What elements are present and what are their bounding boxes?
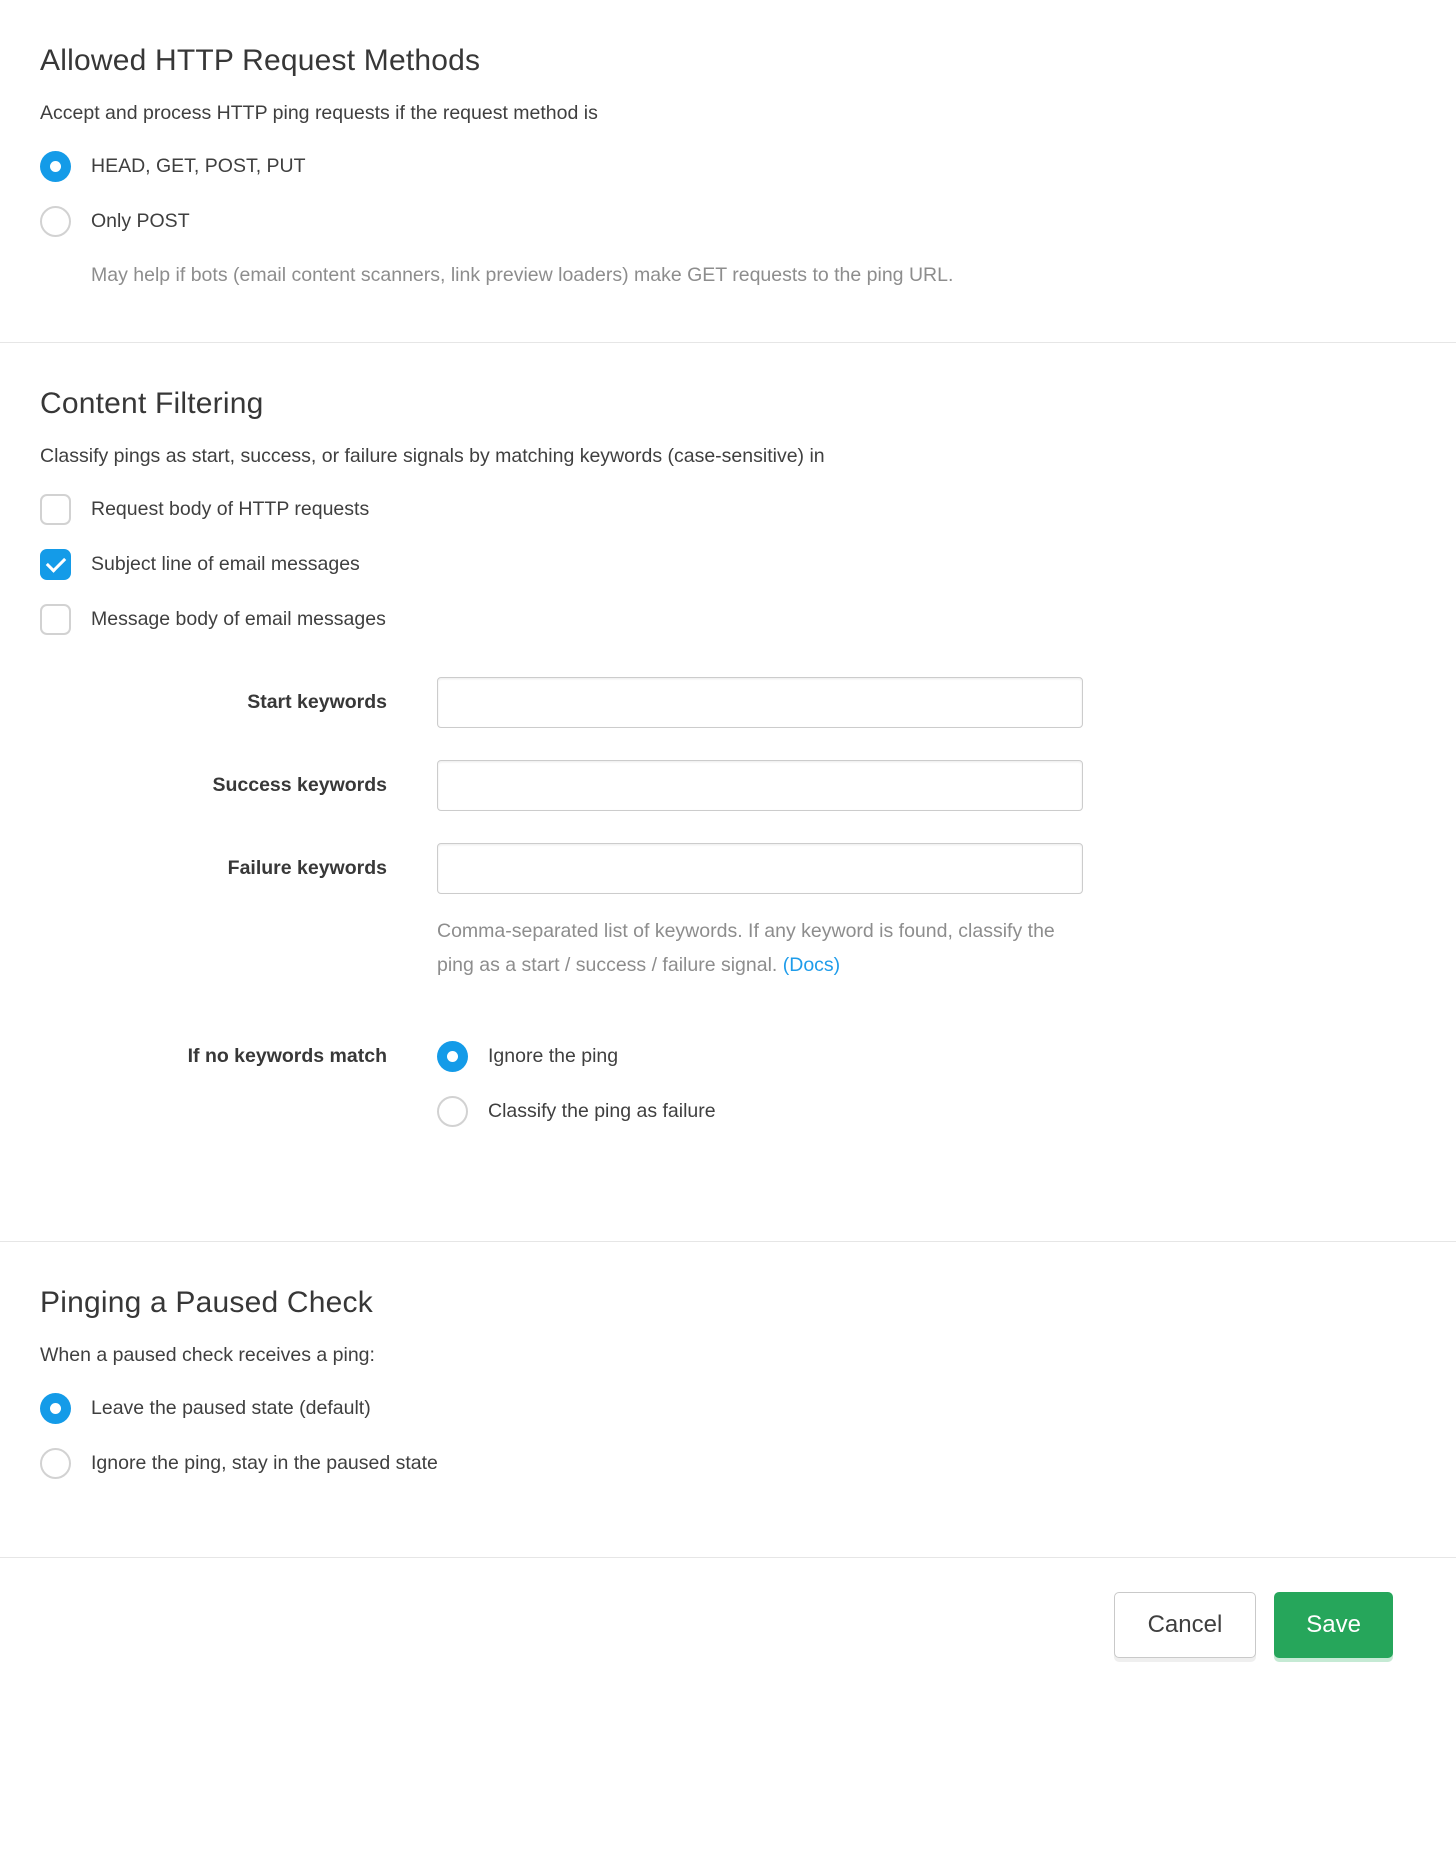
radio-selected-icon[interactable]	[40, 151, 71, 182]
section-title-content-filtering: Content Filtering	[40, 387, 264, 421]
field-row-start-keywords	[40, 677, 1416, 728]
start-keywords-input[interactable]	[437, 677, 1083, 728]
radio-row-head-get-post-put[interactable]	[40, 151, 1416, 182]
content-filtering-description: Classify pings as start, success, or failure signals by matching keywords (case-sensitive) in	[40, 445, 825, 468]
paused-check-description: When a paused check receives a ping:	[40, 1343, 375, 1366]
checkbox-label: Message body of email messages	[91, 608, 386, 631]
form-footer	[0, 1558, 1456, 1688]
checkbox-checked-icon[interactable]	[40, 549, 71, 580]
radio-unselected-icon[interactable]	[40, 206, 71, 237]
radio-label: Ignore the ping	[488, 1044, 619, 1067]
radio-selected-icon[interactable]	[40, 1393, 71, 1424]
radio-label: Classify the ping as failure	[488, 1099, 716, 1122]
radio-label: Ignore the ping, stay in the paused state	[91, 1451, 438, 1474]
keywords-help-body: Comma-separated list of keywords. If any keyword is found, classify the ping as a start / success / failure signal.	[437, 920, 1055, 977]
radio-label: HEAD, GET, POST, PUT	[91, 155, 306, 177]
cancel-button[interactable]: Cancel	[1114, 1592, 1257, 1658]
http-methods-description: Accept and process HTTP ping requests if the request method is	[40, 102, 598, 124]
field-row-failure-keywords	[40, 843, 1416, 894]
keywords-help-text	[437, 914, 1083, 982]
checkbox-label: Request body of HTTP requests	[91, 498, 370, 521]
checkbox-row-email-subject[interactable]	[40, 549, 1416, 580]
radio-row-leave-paused-state[interactable]	[40, 1393, 1416, 1424]
start-keywords-label: Start keywords	[247, 691, 387, 714]
content-filtering-checkbox-group	[40, 494, 1416, 635]
docs-link[interactable]: (Docs)	[782, 954, 841, 977]
failure-keywords-label: Failure keywords	[227, 857, 387, 880]
radio-row-only-post[interactable]	[40, 206, 1416, 237]
no-keywords-match-options	[437, 1041, 716, 1151]
radio-unselected-icon[interactable]	[40, 1448, 71, 1479]
radio-label: Leave the paused state (default)	[91, 1396, 371, 1419]
no-keywords-match-row	[40, 1041, 1416, 1151]
success-keywords-input[interactable]	[437, 760, 1083, 811]
section-content-filtering	[0, 343, 1456, 1240]
radio-row-ignore-ping[interactable]	[437, 1041, 716, 1072]
radio-selected-icon[interactable]	[437, 1041, 468, 1072]
checkbox-row-email-body[interactable]	[40, 604, 1416, 635]
section-paused-check	[0, 1242, 1456, 1557]
failure-keywords-input[interactable]	[437, 843, 1083, 894]
checkbox-row-request-body[interactable]	[40, 494, 1416, 525]
success-keywords-label: Success keywords	[212, 774, 387, 797]
section-http-methods	[0, 0, 1456, 342]
section-title-http-methods: Allowed HTTP Request Methods	[40, 44, 481, 77]
radio-unselected-icon[interactable]	[437, 1096, 468, 1127]
field-row-success-keywords	[40, 760, 1416, 811]
checkbox-unchecked-icon[interactable]	[40, 494, 71, 525]
checkbox-label: Subject line of email messages	[91, 553, 360, 576]
radio-row-stay-paused-state[interactable]	[40, 1448, 1416, 1479]
checkbox-unchecked-icon[interactable]	[40, 604, 71, 635]
radio-row-classify-failure[interactable]	[437, 1096, 716, 1127]
save-button[interactable]: Save	[1274, 1592, 1393, 1658]
only-post-help-text: May help if bots (email content scanners, link preview loaders) make GET requests to the ping URL.	[91, 264, 954, 286]
radio-label: Only POST	[91, 210, 190, 232]
section-title-paused-check: Pinging a Paused Check	[40, 1285, 373, 1319]
no-keywords-match-label: If no keywords match	[187, 1044, 387, 1067]
